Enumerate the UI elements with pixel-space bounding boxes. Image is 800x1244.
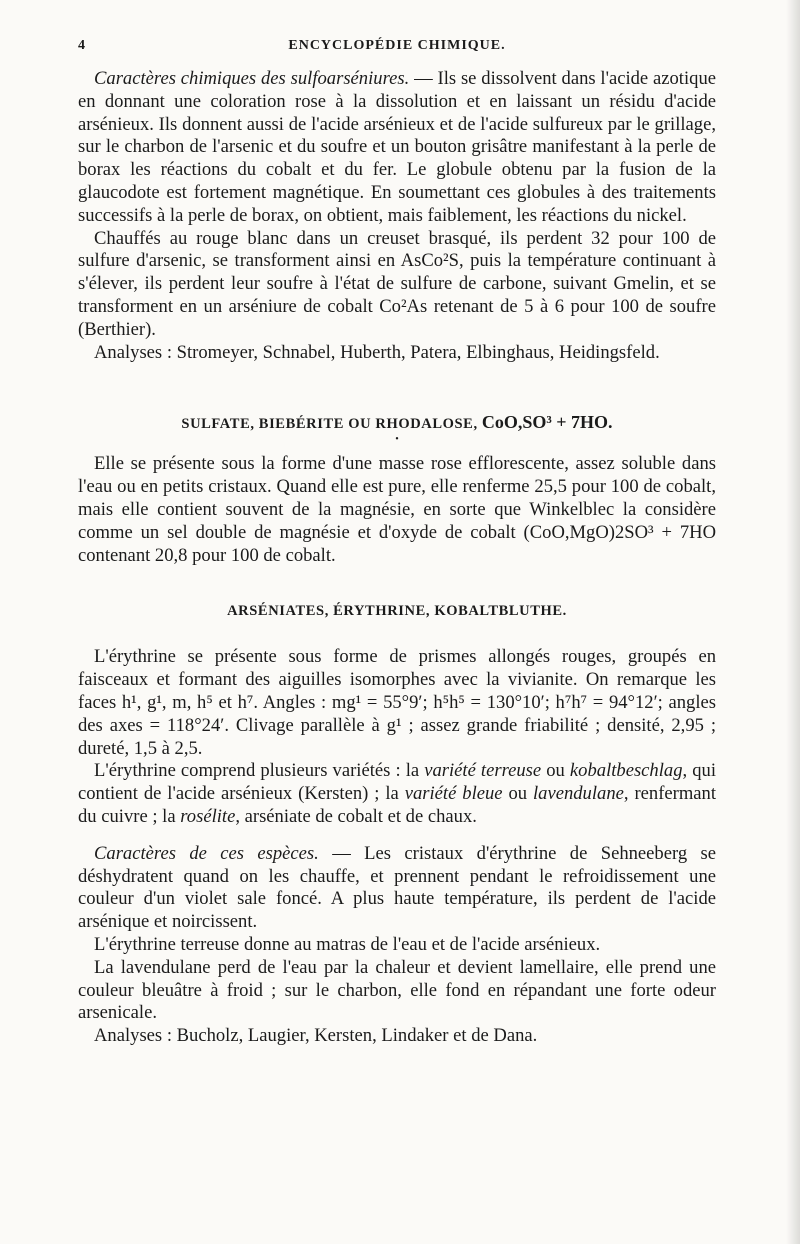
paragraph-analyses-2: Analyses : Bucholz, Laugier, Kersten, Lindaker et de Dana. [94,1025,538,1047]
running-title: ENCYCLOPÉDIE CHIMIQUE. [288,38,506,53]
paragraph-lead-title: Caractères de ces espèces. [94,842,319,864]
paragraph-erythrine-description: L'érythrine se présente sous forme de prismes allongés rouges, groupés en faisceaux et formant des aiguilles isomorphes avec la vivianite. On remarque les faces h¹, g¹, m, h⁵ et h⁷. Angles : mg¹ = 55°9′; h⁵h⁵ = 130°10′; h⁷h⁷ = 94°12′; angles des axes = 118°24′. Clivage parallèle à g¹ ; assez grande friabilité ; densité, 2,95 ; dureté, 1,5 à 2,5. [78,646,716,759]
text-run: , renfermant du cuivre ; la [78,783,717,827]
paragraph-erythrine-terreuse: L'érythrine terreuse donne au matras de l'eau et de l'acide arsénieux. [94,933,601,955]
text-run: , qui contient de l'acide arsénieux (Kersten) ; la [78,760,716,805]
page-edge-shadow [786,0,800,1244]
text-run: ou [541,760,570,782]
italic-term: variété terreuse [424,760,542,782]
document-page [78,38,716,1048]
text-run: , arséniate de cobalt et de chaux. [235,805,477,827]
paragraph-lavendulane: La lavendulane perd de l'eau par la chaleur et devient lamellaire, elle prend une couleur bleuâtre à froid ; sur le charbon, elle fond en répandant une forte odeur arsenicale. [78,956,716,1024]
italic-term: variété bleue [404,783,503,805]
paragraph-analyses-1: Analyses : Stromeyer, Schnabel, Huberth, Patera, Elbinghaus, Heidingsfeld. [94,341,660,363]
paragraph-heating: Chauffés au rouge blanc dans un creuset brasqué, ils perdent 32 pour 100 de sulfure d'arsenic, se transforment ainsi en AsCo²S, puis la température continuant à s'élever, ils perdent leur soufre à l'état de sulfure de carbone, suivant Gmelin, et se transforment en un arséniure de cobalt Co²As retenant de 5 à 6 pour 100 de soufre (Berthier). [78,227,716,340]
paragraph-sulfate: Elle se présente sous la forme d'une masse rose efflorescente, assez soluble dans l'eau ou en petits cristaux. Quand elle est pure, elle renferme 25,5 pour 100 de cobalt, mais elle contient souvent de la magnésie, en sorte que Winkelblec la considère comme un sel double de magnésie et d'oxyde de cobalt (CoO,MgO)2SO³ + 7HO contenant 20,8 pour 100 de cobalt. [78,453,716,566]
section-title-text: SULFATE, BIEBÉRITE OU RHODALOSE, [181,416,482,433]
text-run: ou [502,783,533,805]
italic-term: lavendulane [533,783,624,805]
page-header [78,38,716,62]
paragraph-body: — Les cristaux d'érythrine de Sehneeberg se déshydratent quand on les chauffe, et prennent pendant le refroidissement une couleur d'un violet sale foncé. A plus haute température, ils perdent de l'acide arsénique et noircissent. [78,842,716,933]
text-run: L'érythrine comprend plusieurs variétés : la [94,760,425,782]
page-number: 4 [78,38,86,53]
italic-term: rosélite [180,805,236,827]
section-title-arseniates: ARSÉNIATES, ÉRYTHRINE, KOBALTBLUTHE. [227,603,567,620]
paragraph-body: — Ils se dissolvent dans l'acide azotique en donnant une coloration rose à la dissolution et en laissant un résidu d'acide arsénieux. Ils donnent aussi de l'acide arsénieux et de l'acide sulfureux par le grillage, sur le charbon de l'arsenic et du soufre et un bouton grisâtre manifestant à la perle de borax les réactions du cobalt et du fer. Le globule obtenu par la fusion de la glaucodote est fortement magnétique. En soumettant ces globules à des traitements successifs à la perle de borax, on obtient, mais faiblement, les réactions du nickel. [78,68,716,226]
paragraph-species-chemistry [78,843,716,934]
section-title-sulfate [78,412,716,433]
paragraph-erythrine-varieties [78,760,716,828]
paragraph-sulfoarseniures-chemistry [78,68,716,228]
ornament-dot: • [395,434,399,446]
paragraph-lead-title: Caractères chimiques des sulfoarséniures. [94,68,410,89]
chemical-formula: CoO,SO³ + 7HO. [481,412,613,433]
italic-term: kobaltbeschlag [569,760,683,782]
